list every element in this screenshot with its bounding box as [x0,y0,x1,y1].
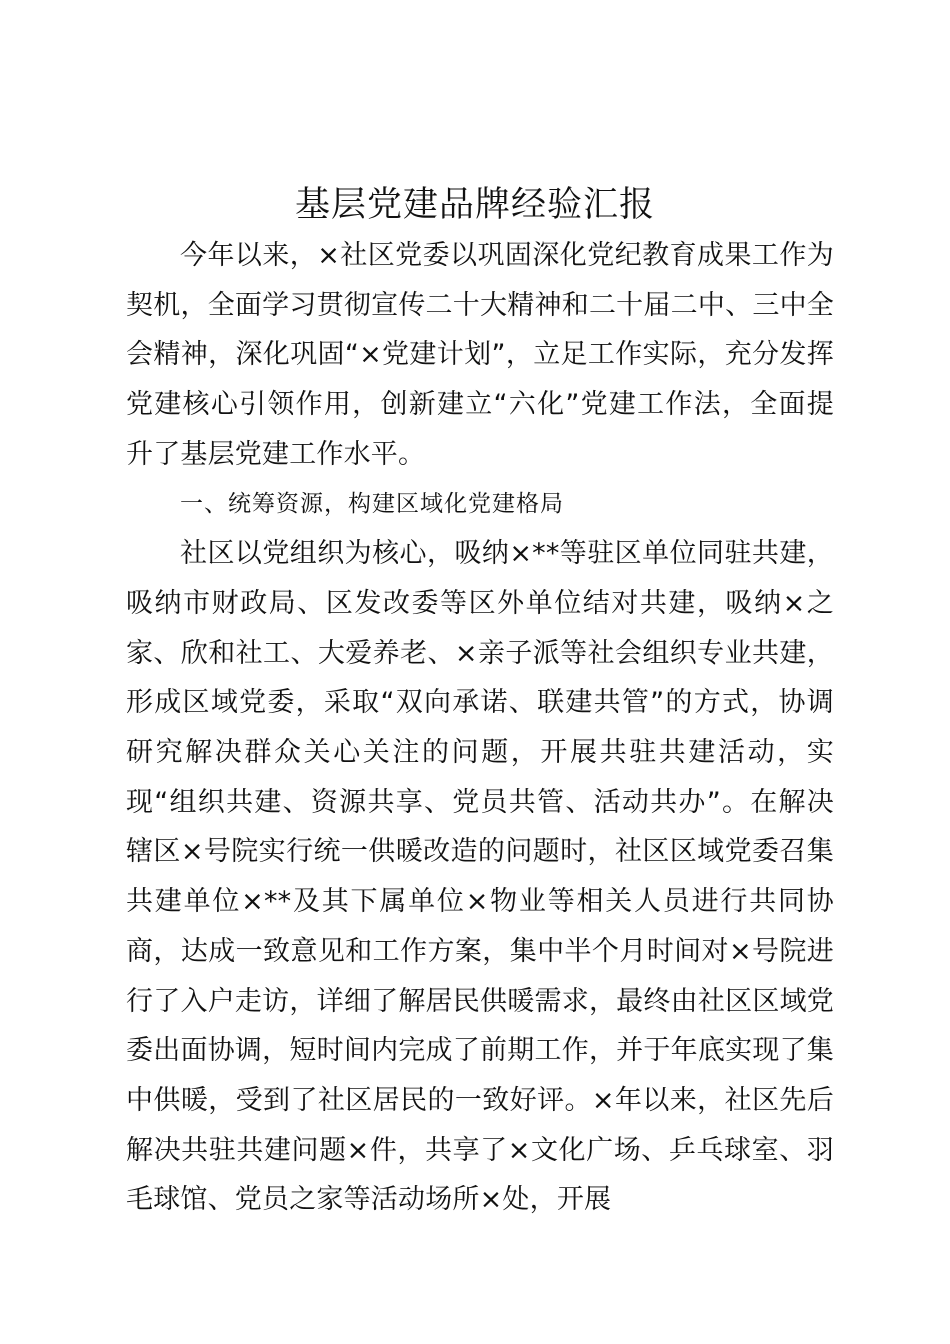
section-heading: 一、统筹资源，构建区域化党建格局 [180,490,564,517]
document-title: 基层党建品牌经验汇报 [294,185,655,225]
document-body [126,231,834,1225]
section-paragraph: 社区以党组织为核心，吸纳×**等驻区单位同驻共建，吸纳市财政局、区发改委等区外单位结对共建，吸纳×之家、欣和社工、大爱养老、×亲子派等社会组织专业共建，形成区域党委，采取“双向承诺、联建共管”的方式，协调研究解决群众关心关注的问题，开展共驻共建活动，实现“组织共建、资源共享、党员共管、活动共办”。在解决辖区×号院实行统一供暖改造的问题时，社区区域党委召集共建单位×**及其下属单位×物业等相关人员进行共同协商，达成一致意见和工作方案，集中半个月时间对×号院进行了入户走访，详细了解居民供暖需求，最终由社区区域党委出面协调，短时间内完成了前期工作，并于年底实现了集中供暖，受到了社区居民的一致好评。×年以来，社区先后解决共驻共建问题×件，共享了×文化广场、乒乓球室、羽毛球馆、党员之家等活动场所×处，开展 [126,538,834,1216]
intro-paragraph: 今年以来，×社区党委以巩固深化党纪教育成果工作为契机，全面学习贯彻宣传二十大精神和二十届二中、三中全会精神，深化巩固“×党建计划”，立足工作实际，充分发挥党建核心引领作用，创新建立“六化”党建工作法，全面提升了基层党建工作水平。 [126,240,834,470]
